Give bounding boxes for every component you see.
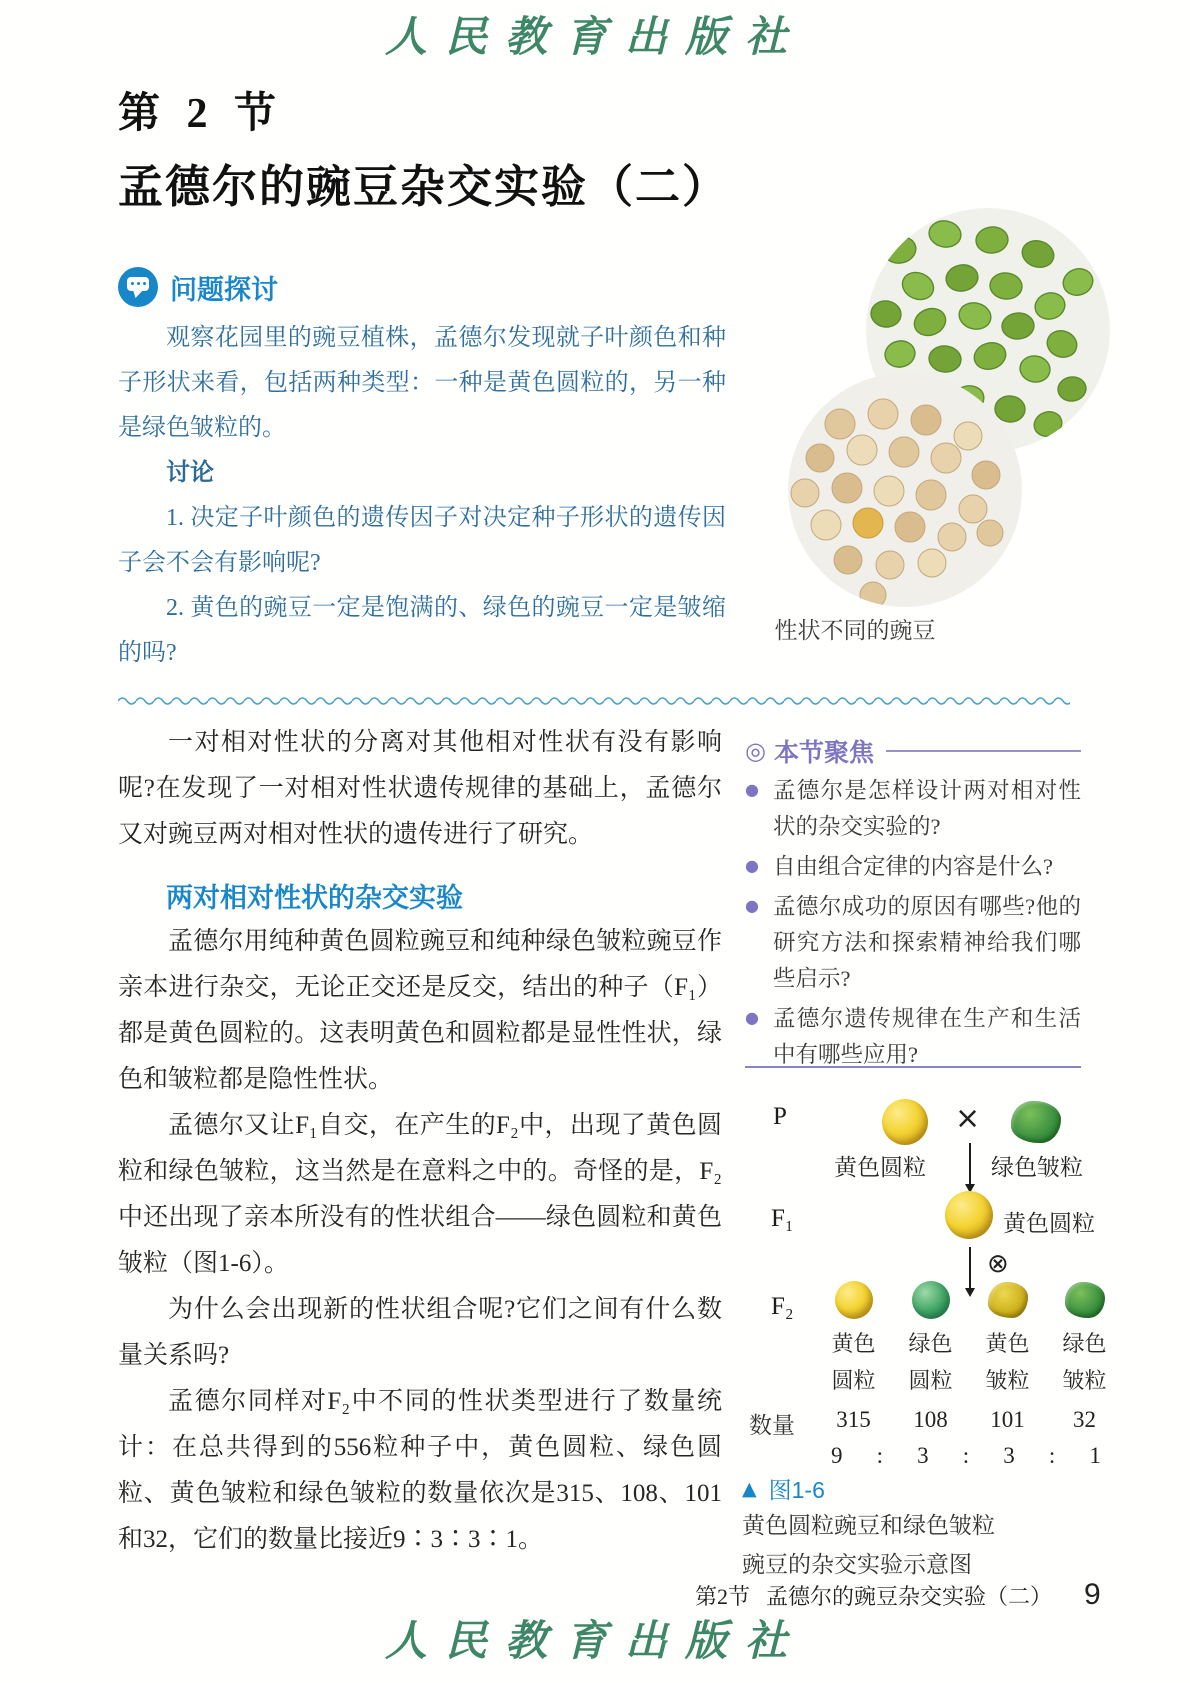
p-left-caption: 黄色圆粒 <box>834 1154 926 1180</box>
ratio-row: 9 : 3 : 3 : 1 <box>831 1443 1101 1468</box>
main-text-column <box>118 720 722 1563</box>
bullet-icon: ● <box>745 1008 759 1027</box>
focus-item-2: ● 自由组合定律的内容是什么? <box>745 849 1081 885</box>
body-paragraph-1: 孟德尔用纯种黄色圆粒豌豆和纯种绿色皱粒豌豆作亲本进行杂交，无论正交还是反交，结出的种子（F₁）都是黄色圆粒的。这表明黄色和圆粒都是显性性状，绿色和皱粒都是隐性性状。 <box>118 928 722 1093</box>
body-paragraph-2: 孟德尔又让F₁自交，在产生的F₂中，出现了黄色圆粒和绿色皱粒，这当然是在意料之中的。奇怪的是，F₂中还出现了亲本所没有的性状组合——绿色圆粒和黄色皱粒（图1-6）。 <box>118 1112 722 1277</box>
pea-yellow-round-f1 <box>945 1191 993 1239</box>
page-footer <box>695 1578 1101 1612</box>
f2-caption-row: 黄色 圆粒 绿色 圆粒 黄色 皱粒 绿色 皱粒 <box>831 1331 1107 1393</box>
pea-yellow-round-f2 <box>835 1281 873 1319</box>
problem-discussion-box <box>118 266 726 676</box>
speech-bubble-icon <box>118 267 158 307</box>
section-focus-box <box>745 733 1081 1073</box>
bubble-tail <box>129 290 143 303</box>
yellow-round-peas-photo <box>788 373 1022 608</box>
body-paragraph-3: 为什么会出现新的性状组合呢?它们之间有什么数量关系吗? <box>118 1296 722 1369</box>
generation-label-f1: F₁ <box>771 1205 794 1232</box>
discussion-question-1: 1. 决定子叶颜色的遗传因子对决定种子形状的遗传因子会不会有影响呢? <box>118 505 726 576</box>
publisher-calligraphy-bottom: 人民教育出版社 <box>384 1616 805 1665</box>
f2-pea-row <box>815 1277 1123 1323</box>
generation-label-p: P <box>773 1103 787 1130</box>
figure-caption <box>742 1472 1092 1584</box>
footer-title: 孟德尔的豌豆杂交实验（二） <box>766 1584 1053 1609</box>
problem-box-title: 问题探讨 <box>170 274 278 305</box>
cross-experiment-diagram <box>735 1085 1105 1485</box>
pea-green-round-f2 <box>912 1281 950 1319</box>
target-circles-icon: ◎ <box>745 737 766 765</box>
generation-label-f2: F₂ <box>771 1293 794 1320</box>
chapter-title-block <box>118 80 729 215</box>
page-title: 孟德尔的豌豆杂交实验（二） <box>118 162 730 212</box>
intro-paragraph: 一对相对性状的分离对其他相对性状有没有影响呢?在发现了一对相对性状遗传规律的基础上，孟德尔又对豌豆两对相对性状的遗传进行了研究。 <box>118 729 722 848</box>
triangle-marker-icon: ▲ <box>742 1478 757 1500</box>
focus-item-3: ● 孟德尔成功的原因有哪些?他的研究方法和探索精神给我们哪些启示? <box>745 889 1081 997</box>
bullet-icon: ● <box>745 856 759 875</box>
focus-item-4: ● 孟德尔遗传规律在生产和生活中有哪些应用? <box>745 1001 1081 1073</box>
body-paragraph-4: 孟德尔同样对F₂中不同的性状类型进行了数量统计：在总共得到的556粒种子中，黄色圆粒、绿色圆粒、黄色皱粒和绿色皱粒的数量依次是315、108、101和32，它们的数量比接近9∶3∶3∶1。 <box>118 1388 722 1553</box>
bullet-icon: ● <box>745 896 759 915</box>
count-row: 315 108 101 32 <box>836 1407 1096 1432</box>
bubble-shape <box>127 277 149 291</box>
cross-symbol: × <box>955 1101 981 1136</box>
self-cross-icon: ⊗ <box>987 1249 1009 1279</box>
section-subheading: 两对相对性状的杂交实验 <box>166 883 463 913</box>
pea-yellow-round-parent <box>882 1099 928 1145</box>
focus-box-title: 本节聚焦 <box>773 739 874 767</box>
down-arrow-icon <box>969 1143 971 1189</box>
sidebar-divider-line <box>745 1066 1081 1068</box>
problem-box-header <box>118 266 726 308</box>
pea-green-wrinkled-parent <box>1011 1101 1061 1143</box>
figure-number: 图1-6 <box>768 1477 825 1503</box>
pea-green-wrinkled-f2 <box>1065 1282 1105 1318</box>
focus-item-1: ● 孟德尔是怎样设计两对相对性状的杂交实验的? <box>745 773 1081 845</box>
section-number: 第 2 节 <box>118 91 285 137</box>
pea-yellow-wrinkled-f2 <box>988 1282 1028 1318</box>
p-right-caption: 绿色皱粒 <box>991 1154 1083 1180</box>
focus-box-header <box>745 733 1081 769</box>
problem-intro-text: 观察花园里的豌豆植株，孟德尔发现就子叶颜色和种子形状来看，包括两种类型：一种是黄色圆粒的，另一种是绿色皱粒的。 <box>118 325 726 441</box>
discussion-label: 讨论 <box>166 460 214 486</box>
f1-caption: 黄色圆粒 <box>1003 1210 1095 1236</box>
wavy-divider <box>118 694 1070 706</box>
pea-photos <box>740 192 1110 622</box>
bullet-icon: ● <box>745 780 759 799</box>
discussion-question-2: 2. 黄色的豌豆一定是饱满的、绿色的豌豆一定是皱缩的吗? <box>118 595 726 666</box>
publisher-calligraphy-top: 人民教育出版社 <box>384 12 805 61</box>
figure-caption-text: 黄色圆粒豌豆和绿色皱粒豌豆的杂交实验示意图 <box>742 1512 995 1577</box>
count-label: 数量 <box>749 1412 795 1438</box>
focus-title-rule <box>886 750 1081 752</box>
footer-section: 第2节 <box>695 1584 751 1609</box>
photo-caption: 性状不同的豌豆 <box>774 617 936 643</box>
page-number: 9 <box>1084 1578 1101 1611</box>
